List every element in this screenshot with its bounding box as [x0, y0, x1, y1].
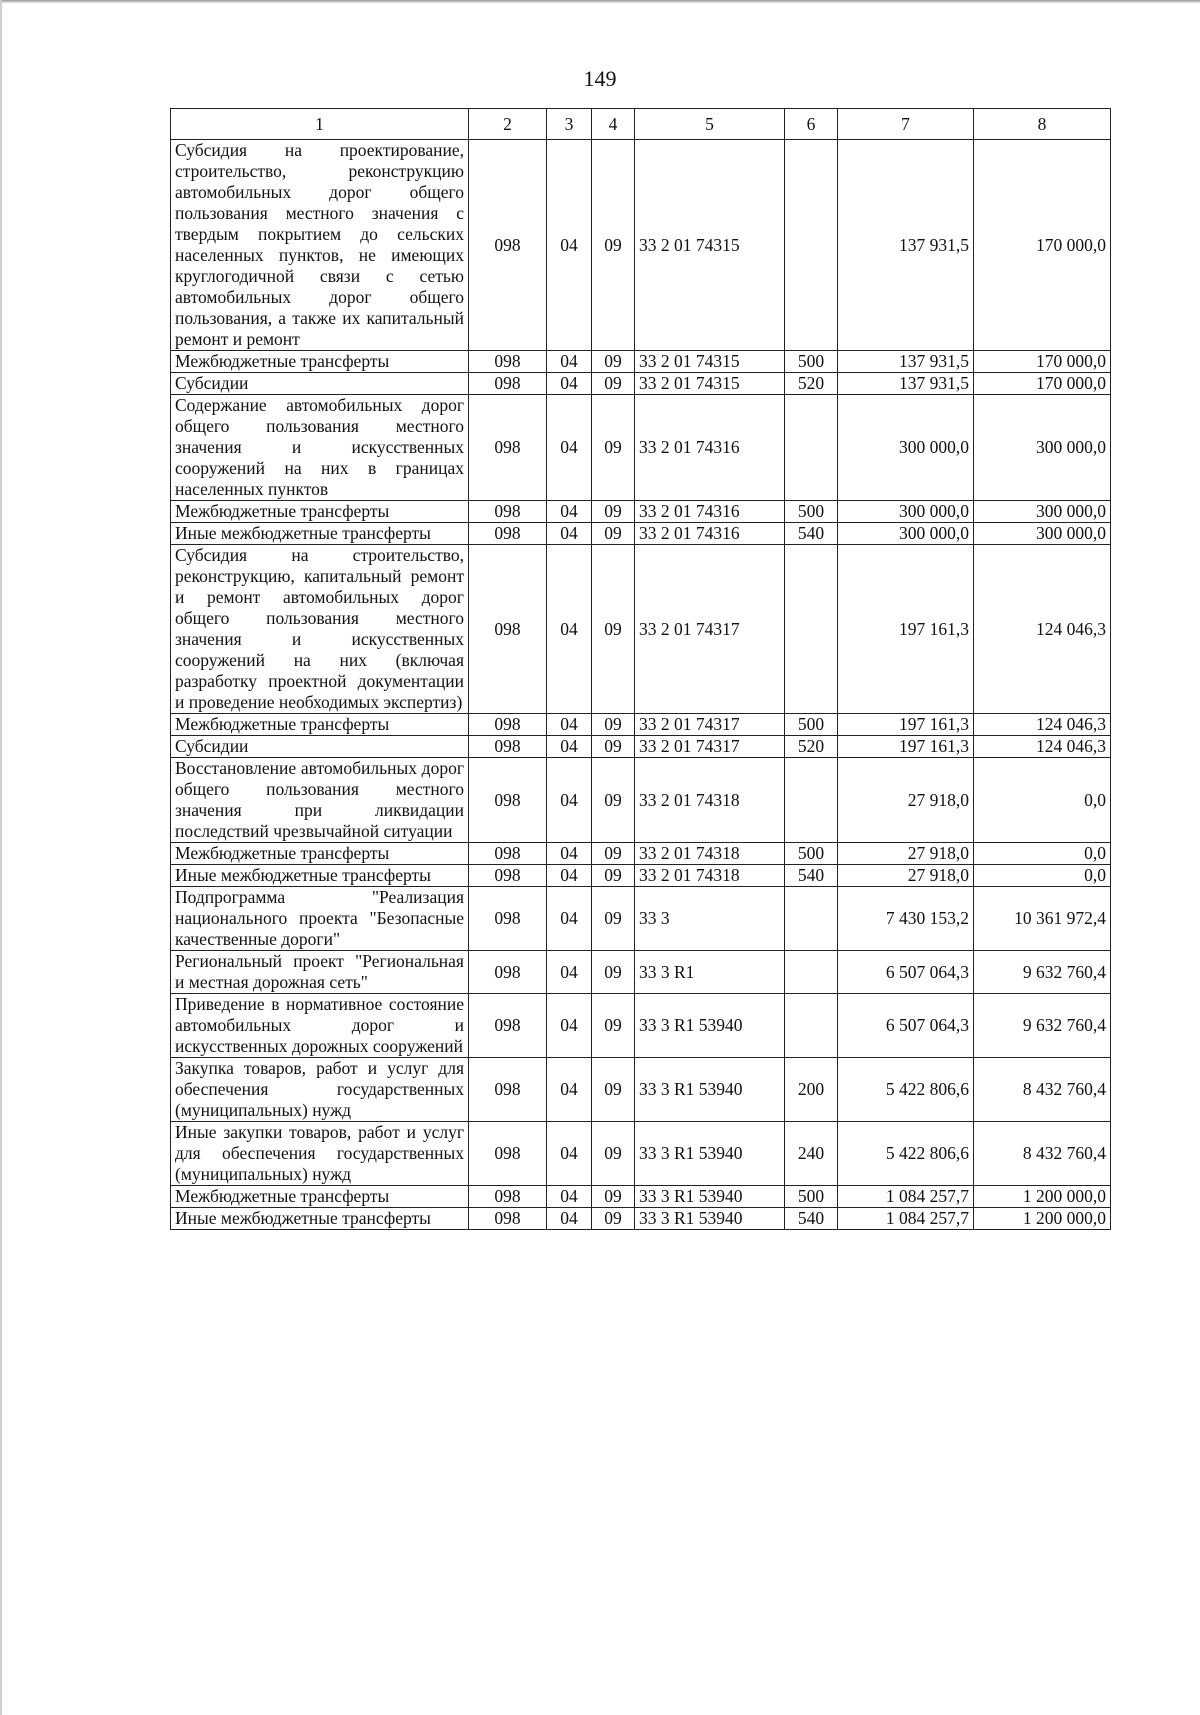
table-row [171, 523, 1111, 545]
row-col-8-cell: 170 000,0 [974, 373, 1111, 395]
row-col-5-cell: 33 2 01 74316 [635, 501, 785, 523]
row-col-6-cell: 500 [785, 501, 838, 523]
row-name-cell: Межбюджетные трансферты [171, 1186, 469, 1208]
row-col-7-cell: 6 507 064,3 [838, 951, 974, 994]
row-col-3-cell: 04 [547, 1208, 592, 1230]
budget-table [170, 108, 1111, 1230]
row-col-4-cell: 09 [592, 865, 635, 887]
row-col-3-cell: 04 [547, 395, 592, 501]
row-col-2-cell: 098 [469, 351, 547, 373]
table-header-row [171, 109, 1111, 140]
header-col-5: 5 [635, 109, 785, 140]
table-row [171, 545, 1111, 714]
header-col-1: 1 [171, 109, 469, 140]
row-col-8-cell: 8 432 760,4 [974, 1122, 1111, 1186]
row-name-cell: Межбюджетные трансферты [171, 501, 469, 523]
row-col-5-cell: 33 2 01 74316 [635, 395, 785, 501]
row-col-6-cell: 520 [785, 373, 838, 395]
row-name-cell: Восстановление автомобильных дорог общего пользования местного значения при ликвидации последствий чрезвычайной ситуации [171, 758, 469, 843]
row-name-cell: Межбюджетные трансферты [171, 714, 469, 736]
row-col-4-cell: 09 [592, 994, 635, 1058]
row-col-8-cell: 8 432 760,4 [974, 1058, 1111, 1122]
row-col-3-cell: 04 [547, 843, 592, 865]
header-col-2: 2 [469, 109, 547, 140]
table-row [171, 140, 1111, 351]
row-col-5-cell: 33 2 01 74318 [635, 758, 785, 843]
row-col-3-cell: 04 [547, 140, 592, 351]
row-col-7-cell: 7 430 153,2 [838, 887, 974, 951]
row-name-cell: Субсидии [171, 373, 469, 395]
row-col-5-cell: 33 3 R1 53940 [635, 1122, 785, 1186]
row-name-cell: Межбюджетные трансферты [171, 843, 469, 865]
row-col-7-cell: 300 000,0 [838, 501, 974, 523]
row-col-2-cell: 098 [469, 501, 547, 523]
row-col-7-cell: 27 918,0 [838, 865, 974, 887]
row-col-7-cell: 300 000,0 [838, 523, 974, 545]
row-col-3-cell: 04 [547, 373, 592, 395]
row-col-6-cell [785, 758, 838, 843]
row-name-cell: Содержание автомобильных дорог общего пользования местного значения и искусственных сооружений на них в границах населенных пунктов [171, 395, 469, 501]
row-col-5-cell: 33 3 R1 [635, 951, 785, 994]
row-col-8-cell: 0,0 [974, 843, 1111, 865]
row-col-4-cell: 09 [592, 395, 635, 501]
row-col-4-cell: 09 [592, 501, 635, 523]
row-col-2-cell: 098 [469, 887, 547, 951]
row-col-3-cell: 04 [547, 1186, 592, 1208]
row-col-2-cell: 098 [469, 714, 547, 736]
row-col-2-cell: 098 [469, 736, 547, 758]
row-col-7-cell: 5 422 806,6 [838, 1122, 974, 1186]
row-col-8-cell: 9 632 760,4 [974, 994, 1111, 1058]
row-col-6-cell: 240 [785, 1122, 838, 1186]
row-col-5-cell: 33 3 R1 53940 [635, 1208, 785, 1230]
row-col-6-cell [785, 140, 838, 351]
row-col-8-cell: 10 361 972,4 [974, 887, 1111, 951]
table-row [171, 865, 1111, 887]
table-row [171, 714, 1111, 736]
row-col-8-cell: 300 000,0 [974, 395, 1111, 501]
row-col-5-cell: 33 3 R1 53940 [635, 1058, 785, 1122]
row-col-3-cell: 04 [547, 545, 592, 714]
row-col-6-cell: 200 [785, 1058, 838, 1122]
row-col-5-cell: 33 2 01 74316 [635, 523, 785, 545]
row-col-4-cell: 09 [592, 951, 635, 994]
row-col-3-cell: 04 [547, 714, 592, 736]
table-row [171, 758, 1111, 843]
row-col-3-cell: 04 [547, 501, 592, 523]
table-row [171, 887, 1111, 951]
row-col-8-cell: 0,0 [974, 865, 1111, 887]
row-col-8-cell: 0,0 [974, 758, 1111, 843]
row-name-cell: Межбюджетные трансферты [171, 351, 469, 373]
table-row [171, 843, 1111, 865]
row-col-3-cell: 04 [547, 865, 592, 887]
row-col-5-cell: 33 3 R1 53940 [635, 994, 785, 1058]
row-col-6-cell: 540 [785, 865, 838, 887]
row-col-6-cell [785, 887, 838, 951]
row-col-7-cell: 5 422 806,6 [838, 1058, 974, 1122]
header-col-4: 4 [592, 109, 635, 140]
row-col-7-cell: 1 084 257,7 [838, 1186, 974, 1208]
row-col-8-cell: 1 200 000,0 [974, 1186, 1111, 1208]
row-col-3-cell: 04 [547, 736, 592, 758]
row-col-2-cell: 098 [469, 373, 547, 395]
row-col-8-cell: 124 046,3 [974, 545, 1111, 714]
row-col-2-cell: 098 [469, 523, 547, 545]
row-col-3-cell: 04 [547, 887, 592, 951]
table-row [171, 994, 1111, 1058]
row-col-5-cell: 33 2 01 74318 [635, 865, 785, 887]
row-col-7-cell: 197 161,3 [838, 736, 974, 758]
row-col-2-cell: 098 [469, 843, 547, 865]
row-col-8-cell: 9 632 760,4 [974, 951, 1111, 994]
row-col-6-cell: 540 [785, 523, 838, 545]
table-body [171, 140, 1111, 1230]
scan-top-edge [0, 0, 1200, 3]
row-name-cell: Иные межбюджетные трансферты [171, 1208, 469, 1230]
page-number: 149 [583, 66, 617, 91]
table-row [171, 1186, 1111, 1208]
row-col-4-cell: 09 [592, 887, 635, 951]
row-col-6-cell [785, 994, 838, 1058]
row-col-2-cell: 098 [469, 865, 547, 887]
row-col-6-cell [785, 951, 838, 994]
row-col-5-cell: 33 2 01 74318 [635, 843, 785, 865]
table-row [171, 1208, 1111, 1230]
row-col-2-cell: 098 [469, 758, 547, 843]
row-col-2-cell: 098 [469, 1186, 547, 1208]
row-col-8-cell: 124 046,3 [974, 736, 1111, 758]
scan-left-edge [0, 0, 2, 1715]
row-col-4-cell: 09 [592, 1122, 635, 1186]
row-col-3-cell: 04 [547, 994, 592, 1058]
row-name-cell: Иные закупки товаров, работ и услуг для обеспечения государственных (муниципальных) нужд [171, 1122, 469, 1186]
row-col-6-cell: 520 [785, 736, 838, 758]
row-col-5-cell: 33 2 01 74315 [635, 373, 785, 395]
table-row [171, 736, 1111, 758]
header-col-3: 3 [547, 109, 592, 140]
row-col-8-cell: 300 000,0 [974, 523, 1111, 545]
row-col-6-cell: 500 [785, 843, 838, 865]
row-col-6-cell: 500 [785, 351, 838, 373]
row-name-cell: Субсидия на проектирование, строительство, реконструкцию автомобильных дорог общего пользования местного значения с твердым покрытием до сельских населенных пунктов, не имеющих круглогодичной связи с сетью автомобильных дорог общего пользования, а также их капитальный ремонт и ремонт [171, 140, 469, 351]
table-row [171, 351, 1111, 373]
row-col-7-cell: 137 931,5 [838, 373, 974, 395]
row-name-cell: Иные межбюджетные трансферты [171, 865, 469, 887]
row-col-5-cell: 33 3 [635, 887, 785, 951]
row-col-6-cell: 500 [785, 1186, 838, 1208]
row-col-2-cell: 098 [469, 545, 547, 714]
row-col-7-cell: 6 507 064,3 [838, 994, 974, 1058]
row-col-8-cell: 300 000,0 [974, 501, 1111, 523]
row-col-2-cell: 098 [469, 1208, 547, 1230]
row-col-8-cell: 170 000,0 [974, 140, 1111, 351]
row-name-cell: Иные межбюджетные трансферты [171, 523, 469, 545]
row-col-7-cell: 27 918,0 [838, 843, 974, 865]
row-col-6-cell [785, 545, 838, 714]
row-col-4-cell: 09 [592, 523, 635, 545]
row-name-cell: Региональный проект "Региональная и местная дорожная сеть" [171, 951, 469, 994]
table-row [171, 395, 1111, 501]
row-col-7-cell: 300 000,0 [838, 395, 974, 501]
row-col-4-cell: 09 [592, 1208, 635, 1230]
row-col-3-cell: 04 [547, 1122, 592, 1186]
row-col-2-cell: 098 [469, 140, 547, 351]
row-col-7-cell: 1 084 257,7 [838, 1208, 974, 1230]
table-row [171, 1058, 1111, 1122]
row-col-5-cell: 33 2 01 74317 [635, 736, 785, 758]
row-col-4-cell: 09 [592, 758, 635, 843]
row-col-5-cell: 33 3 R1 53940 [635, 1186, 785, 1208]
row-name-cell: Приведение в нормативное состояние автомобильных дорог и искусственных дорожных сооружений [171, 994, 469, 1058]
row-col-5-cell: 33 2 01 74317 [635, 714, 785, 736]
header-col-7: 7 [838, 109, 974, 140]
row-col-7-cell: 197 161,3 [838, 714, 974, 736]
row-col-3-cell: 04 [547, 1058, 592, 1122]
row-col-2-cell: 098 [469, 994, 547, 1058]
header-col-6: 6 [785, 109, 838, 140]
row-col-3-cell: 04 [547, 351, 592, 373]
row-name-cell: Подпрограмма "Реализация национального проекта "Безопасные качественные дороги" [171, 887, 469, 951]
row-col-6-cell [785, 395, 838, 501]
row-col-2-cell: 098 [469, 1058, 547, 1122]
header-col-8: 8 [974, 109, 1111, 140]
row-name-cell: Закупка товаров, работ и услуг для обеспечения государственных (муниципальных) нужд [171, 1058, 469, 1122]
row-col-2-cell: 098 [469, 951, 547, 994]
row-col-4-cell: 09 [592, 140, 635, 351]
table-row [171, 1122, 1111, 1186]
row-col-4-cell: 09 [592, 545, 635, 714]
row-col-4-cell: 09 [592, 373, 635, 395]
row-col-3-cell: 04 [547, 951, 592, 994]
row-col-3-cell: 04 [547, 523, 592, 545]
row-col-2-cell: 098 [469, 1122, 547, 1186]
row-name-cell: Субсидии [171, 736, 469, 758]
row-col-4-cell: 09 [592, 1186, 635, 1208]
row-col-6-cell: 500 [785, 714, 838, 736]
row-col-8-cell: 170 000,0 [974, 351, 1111, 373]
table-row [171, 951, 1111, 994]
table-row [171, 501, 1111, 523]
row-col-4-cell: 09 [592, 351, 635, 373]
row-col-4-cell: 09 [592, 843, 635, 865]
row-col-5-cell: 33 2 01 74317 [635, 545, 785, 714]
row-col-7-cell: 137 931,5 [838, 351, 974, 373]
row-col-7-cell: 27 918,0 [838, 758, 974, 843]
row-col-7-cell: 137 931,5 [838, 140, 974, 351]
row-col-4-cell: 09 [592, 736, 635, 758]
row-col-3-cell: 04 [547, 758, 592, 843]
row-col-8-cell: 124 046,3 [974, 714, 1111, 736]
row-col-7-cell: 197 161,3 [838, 545, 974, 714]
row-col-2-cell: 098 [469, 395, 547, 501]
row-col-4-cell: 09 [592, 1058, 635, 1122]
row-col-6-cell: 540 [785, 1208, 838, 1230]
row-col-5-cell: 33 2 01 74315 [635, 140, 785, 351]
table-row [171, 373, 1111, 395]
row-col-8-cell: 1 200 000,0 [974, 1208, 1111, 1230]
row-col-4-cell: 09 [592, 714, 635, 736]
row-name-cell: Субсидия на строительство, реконструкцию, капитальный ремонт и ремонт автомобильных дорог общего пользования местного значения и искусственных сооружений на них (включая разработку проектной документации и проведение необходимых экспертиз) [171, 545, 469, 714]
row-col-5-cell: 33 2 01 74315 [635, 351, 785, 373]
